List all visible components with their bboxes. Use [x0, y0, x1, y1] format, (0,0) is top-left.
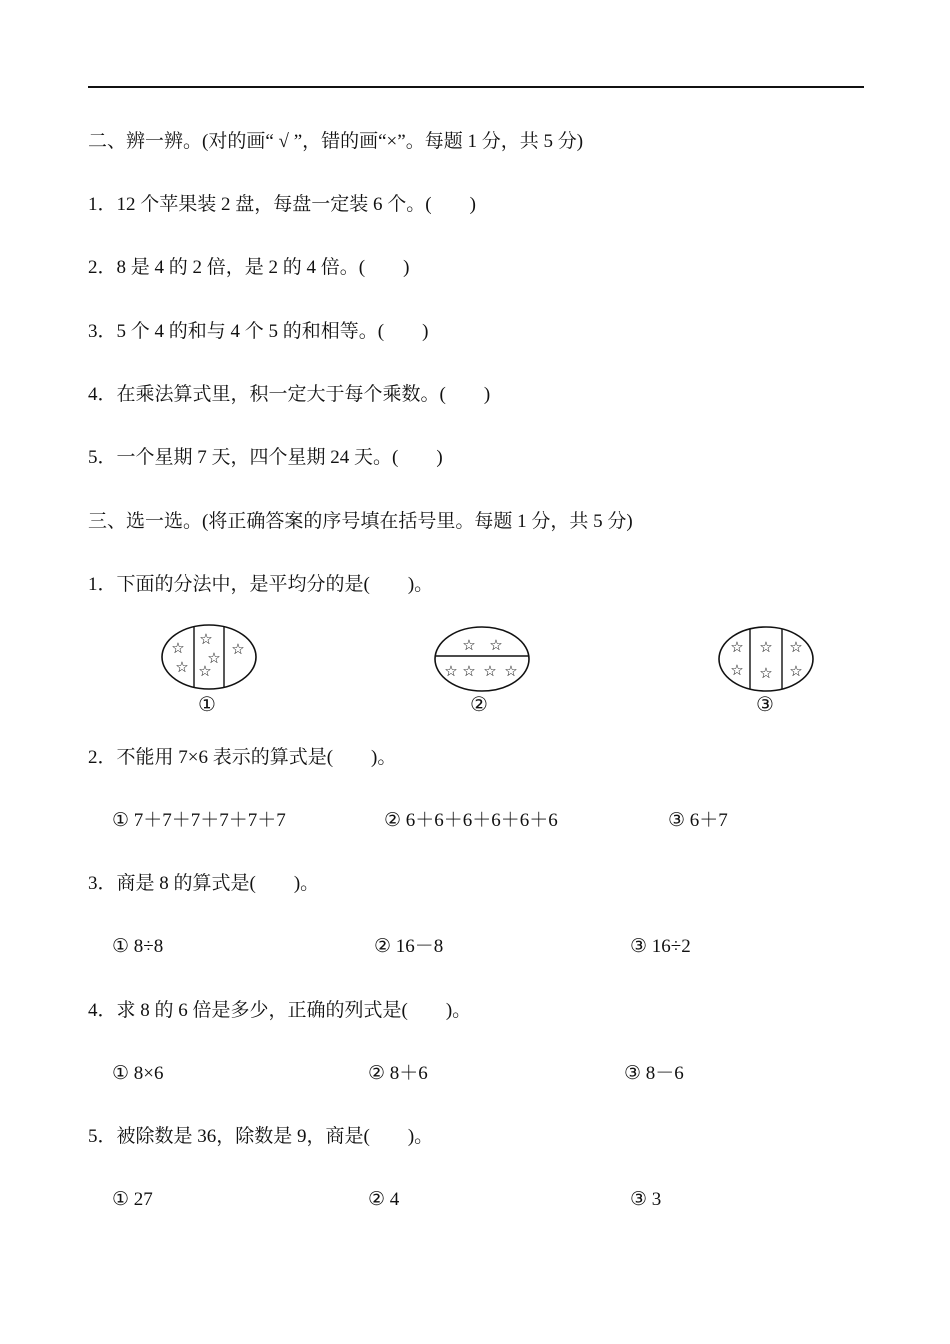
section2-heading: 二、辨一辨。(对的画“ √ ”，错的画“×”。每题 1 分，共 5 分)	[88, 131, 584, 152]
header-rule	[88, 86, 864, 88]
figure-label-1: ①	[198, 694, 216, 716]
choice-question-5: 5．被除数是 36，除数是 9，商是( )。	[88, 1126, 434, 1147]
star-icon: ☆	[231, 640, 245, 658]
judge-item-2: 2．8 是 4 的 2 倍，是 2 的 4 倍。( )	[88, 257, 410, 278]
q5-option-2: ② 4	[368, 1189, 400, 1210]
oval-figure-2	[432, 624, 532, 694]
oval-figure-3	[716, 624, 816, 694]
star-icon: ☆	[489, 636, 503, 654]
star-icon: ☆	[198, 662, 212, 680]
judge-item-5: 5．一个星期 7 天，四个星期 24 天。( )	[88, 447, 443, 468]
choice-question-1: 1．下面的分法中，是平均分的是( )。	[88, 574, 434, 595]
star-icon: ☆	[730, 638, 744, 656]
star-icon: ☆	[199, 630, 213, 648]
section3-heading: 三、选一选。(将正确答案的序号填在括号里。每题 1 分，共 5 分)	[88, 511, 633, 532]
star-icon: ☆	[789, 662, 803, 680]
star-icon: ☆	[175, 658, 189, 676]
choice-question-4: 4．求 8 的 6 倍是多少，正确的列式是( )。	[88, 1000, 472, 1021]
q2-option-3: ③ 6＋7	[668, 810, 728, 831]
q2-option-2: ② 6＋6＋6＋6＋6＋6	[384, 810, 558, 831]
star-icon: ☆	[171, 639, 185, 657]
judge-item-4: 4．在乘法算式里，积一定大于每个乘数。( )	[88, 384, 491, 405]
star-icon: ☆	[207, 649, 221, 667]
q3-option-2: ② 16－8	[374, 936, 444, 957]
q5-option-1: ① 27	[112, 1189, 153, 1210]
q3-option-1: ① 8÷8	[112, 936, 164, 957]
star-icon: ☆	[730, 661, 744, 679]
star-icon: ☆	[504, 662, 518, 680]
oval-figure-1	[158, 622, 260, 692]
star-icon: ☆	[444, 662, 458, 680]
choice-question-3: 3．商是 8 的算式是( )。	[88, 873, 320, 894]
star-icon: ☆	[759, 638, 773, 656]
q4-option-2: ② 8＋6	[368, 1063, 428, 1084]
q3-option-3: ③ 16÷2	[630, 936, 691, 957]
choice-question-2: 2．不能用 7×6 表示的算式是( )。	[88, 747, 397, 768]
judge-item-3: 3．5 个 4 的和与 4 个 5 的和相等。( )	[88, 321, 429, 342]
q2-option-1: ① 7＋7＋7＋7＋7＋7	[112, 810, 286, 831]
star-icon: ☆	[789, 638, 803, 656]
star-icon: ☆	[462, 662, 476, 680]
figure-label-3: ③	[756, 694, 774, 716]
q4-option-3: ③ 8－6	[624, 1063, 684, 1084]
q4-option-1: ① 8×6	[112, 1063, 164, 1084]
star-icon: ☆	[759, 664, 773, 682]
q5-option-3: ③ 3	[630, 1189, 662, 1210]
star-icon: ☆	[483, 662, 497, 680]
figure-label-2: ②	[470, 694, 488, 716]
judge-item-1: 1．12 个苹果装 2 盘，每盘一定装 6 个。( )	[88, 194, 476, 215]
star-icon: ☆	[462, 636, 476, 654]
